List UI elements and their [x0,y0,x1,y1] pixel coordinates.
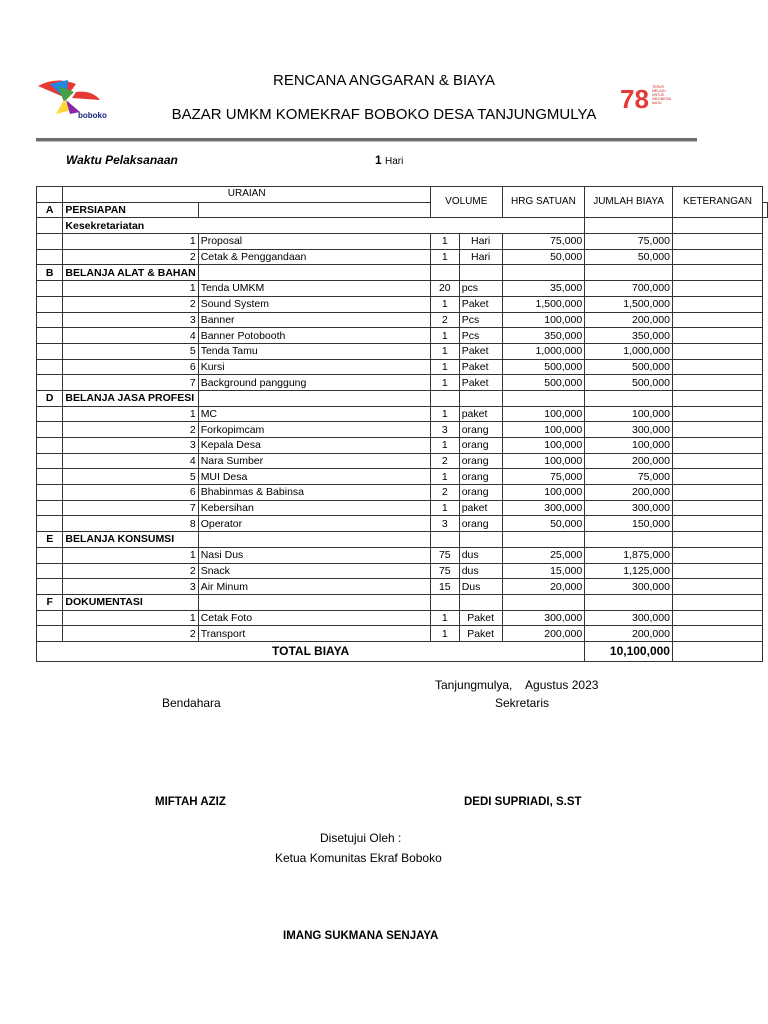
item-name: Background panggung [198,375,430,391]
empty-cell [198,532,430,548]
section-title: BELANJA ALAT & BAHAN [63,265,198,281]
item-name: Snack [198,563,430,579]
item-note [672,485,762,501]
empty-cell [430,390,459,406]
waktu-value: 1 [375,153,382,167]
item-note [672,249,762,265]
item-unit: dus [459,563,502,579]
item-note [672,563,762,579]
item-qty: 1 [430,610,459,626]
item-total: 500,000 [585,359,673,375]
empty-cell [430,532,459,548]
empty-cell [502,390,585,406]
header-jumlah: JUMLAH BIAYA [585,187,673,218]
empty-cell [198,202,430,218]
item-note [672,500,762,516]
item-number: 1 [63,547,198,563]
item-note [672,453,762,469]
empty-cell [37,563,63,579]
table-row [37,438,768,454]
item-name: Operator [198,516,430,532]
empty-cell [37,343,63,359]
empty-cell [37,469,63,485]
empty-cell [430,594,459,610]
table-header-row [37,187,768,203]
empty-cell [459,265,502,281]
item-note [672,343,762,359]
item-total: 300,000 [585,422,673,438]
item-qty: 75 [430,547,459,563]
empty-cell [37,422,63,438]
empty-cell [672,265,762,281]
item-qty: 1 [430,469,459,485]
subsection-title: Kesekretariatan [63,218,585,234]
item-total: 1,000,000 [585,343,673,359]
item-price: 300,000 [502,610,585,626]
item-number: 4 [63,453,198,469]
item-note [672,328,762,344]
item-price: 100,000 [502,485,585,501]
svg-text:MAJU: MAJU [652,101,662,105]
item-note [672,296,762,312]
table-row [37,626,768,642]
table-row [37,422,768,438]
item-unit: orang [459,422,502,438]
item-qty: 1 [430,249,459,265]
item-name: Kursi [198,359,430,375]
item-total: 100,000 [585,438,673,454]
item-unit: Paket [459,343,502,359]
empty-cell [37,516,63,532]
empty-cell [37,328,63,344]
item-price: 1,000,000 [502,343,585,359]
item-name: MUI Desa [198,469,430,485]
item-unit: pcs [459,281,502,297]
item-price: 50,000 [502,249,585,265]
table-row [37,375,768,391]
item-number: 6 [63,485,198,501]
empty-cell [672,218,762,234]
item-qty: 2 [430,312,459,328]
item-note [672,610,762,626]
table-row [37,234,768,250]
section-code: F [37,594,63,610]
item-number: 4 [63,328,198,344]
item-note [672,422,762,438]
item-price: 20,000 [502,579,585,595]
item-price: 50,000 [502,516,585,532]
item-unit: orang [459,438,502,454]
item-total: 350,000 [585,328,673,344]
item-total: 200,000 [585,312,673,328]
item-total: 200,000 [585,453,673,469]
item-name: Nasi Dus [198,547,430,563]
item-note [672,406,762,422]
table-row [37,328,768,344]
item-number: 8 [63,516,198,532]
item-note [672,579,762,595]
empty-cell [672,641,762,661]
item-name: Kebersihan [198,500,430,516]
empty-cell [37,579,63,595]
item-unit: orang [459,469,502,485]
empty-cell [37,547,63,563]
table-row [37,343,768,359]
item-note [672,516,762,532]
item-unit: Paket [459,296,502,312]
header-divider [36,138,697,142]
empty-cell [502,594,585,610]
item-qty: 3 [430,422,459,438]
empty-cell [37,500,63,516]
item-number: 1 [63,281,198,297]
empty-cell [585,594,673,610]
item-note [672,281,762,297]
item-unit: Paket [459,610,502,626]
item-price: 300,000 [502,500,585,516]
item-qty: 20 [430,281,459,297]
item-total: 75,000 [585,234,673,250]
item-unit: paket [459,406,502,422]
item-name: Kepala Desa [198,438,430,454]
item-total: 200,000 [585,485,673,501]
place-date: Tanjungmulya, Agustus 2023 [435,678,599,692]
empty-cell [198,390,430,406]
empty-cell [585,265,673,281]
subsection-row [37,218,768,234]
section-title: BELANJA KONSUMSI [63,532,198,548]
section-code: E [37,532,63,548]
item-price: 25,000 [502,547,585,563]
empty-cell [585,532,673,548]
empty-cell [37,281,63,297]
item-qty: 2 [430,453,459,469]
table-row [37,500,768,516]
item-name: Nara Sumber [198,453,430,469]
item-price: 100,000 [502,422,585,438]
item-number: 2 [63,563,198,579]
item-unit: dus [459,547,502,563]
document-subtitle: BAZAR UMKM KOMEKRAF BOBOKO DESA TANJUNGMULYA [171,106,597,123]
empty-cell [672,390,762,406]
item-unit: paket [459,500,502,516]
empty-cell [585,390,673,406]
empty-cell [198,594,430,610]
waktu-unit: Hari [385,156,404,167]
item-price: 100,000 [502,312,585,328]
header-harga: HRG SATUAN [502,187,585,218]
item-total: 75,000 [585,469,673,485]
total-value: 10,100,000 [585,641,673,661]
item-note [672,547,762,563]
empty-cell [37,626,63,642]
item-number: 7 [63,500,198,516]
item-unit: Pcs [459,312,502,328]
empty-cell [198,265,430,281]
item-number: 2 [63,422,198,438]
table-row [37,296,768,312]
svg-text:TERUS: TERUS [652,85,664,89]
item-name: Cetak & Penggandaan [198,249,430,265]
item-number: 2 [63,296,198,312]
table-row [37,547,768,563]
item-qty: 1 [430,500,459,516]
table-row [37,516,768,532]
item-number: 2 [63,626,198,642]
waktu-label: Waktu Pelaksanaan [66,153,178,167]
item-qty: 1 [430,406,459,422]
empty-cell [37,453,63,469]
item-number: 1 [63,406,198,422]
item-note [672,375,762,391]
item-number: 3 [63,312,198,328]
empty-cell [37,485,63,501]
table-row [37,312,768,328]
item-number: 7 [63,375,198,391]
right-role: Sekretaris [495,696,550,710]
item-total: 500,000 [585,375,673,391]
item-number: 3 [63,438,198,454]
item-total: 300,000 [585,500,673,516]
section-code: B [37,265,63,281]
section-title: PERSIAPAN [63,202,198,218]
item-total: 1,500,000 [585,296,673,312]
table-row [37,485,768,501]
empty-cell [37,359,63,375]
section-title: DOKUMENTASI [63,594,198,610]
item-number: 6 [63,359,198,375]
item-qty: 1 [430,343,459,359]
item-qty: 1 [430,626,459,642]
empty-cell [37,218,63,234]
item-note [672,234,762,250]
empty-cell [37,438,63,454]
empty-cell [37,296,63,312]
table-row [37,563,768,579]
item-total: 1,875,000 [585,547,673,563]
empty-cell [459,532,502,548]
item-unit: orang [459,485,502,501]
item-total: 300,000 [585,579,673,595]
item-price: 100,000 [502,453,585,469]
item-total: 700,000 [585,281,673,297]
table-row [37,453,768,469]
item-qty: 1 [430,296,459,312]
item-qty: 1 [430,328,459,344]
item-qty: 1 [430,375,459,391]
total-row [37,641,768,661]
item-price: 100,000 [502,438,585,454]
empty-cell [672,532,762,548]
item-name: Cetak Foto [198,610,430,626]
left-role: Bendahara [162,696,221,710]
document-title: RENCANA ANGGARAN & BIAYA [272,72,495,89]
empty-cell [37,610,63,626]
item-unit: Paket [459,626,502,642]
empty-cell [502,265,585,281]
item-unit: Hari [459,249,502,265]
item-note [672,469,762,485]
approved-label: Disetujui Oleh : [320,831,402,845]
item-price: 1,500,000 [502,296,585,312]
header-keterangan: KETERANGAN [672,187,762,218]
left-name: MIFTAH AZIZ [155,796,226,808]
empty-cell [672,594,762,610]
item-price: 350,000 [502,328,585,344]
item-total: 1,125,000 [585,563,673,579]
table-row [37,249,768,265]
item-qty: 2 [430,485,459,501]
right-name: DEDI SUPRIADI, S.ST [464,796,582,808]
item-number: 3 [63,579,198,595]
budget-table [36,186,768,662]
empty-cell [37,406,63,422]
section-row [37,390,768,406]
table-row [37,281,768,297]
item-name: Transport [198,626,430,642]
item-qty: 1 [430,234,459,250]
empty-cell [502,532,585,548]
item-unit: Pcs [459,328,502,344]
item-number: 5 [63,469,198,485]
item-name: Banner [198,312,430,328]
item-total: 300,000 [585,610,673,626]
item-name: Banner Potobooth [198,328,430,344]
section-row [37,594,768,610]
empty-cell [37,234,63,250]
item-qty: 75 [430,563,459,579]
item-name: Tenda Tamu [198,343,430,359]
item-total: 50,000 [585,249,673,265]
item-note [672,438,762,454]
table-row [37,610,768,626]
item-name: Proposal [198,234,430,250]
empty-cell [459,594,502,610]
svg-text:MELAJU: MELAJU [652,89,666,93]
empty-cell [37,312,63,328]
section-row [37,265,768,281]
item-number: 5 [63,343,198,359]
item-price: 200,000 [502,626,585,642]
header-uraian: URAIAN [63,187,431,203]
empty-cell [585,218,673,234]
total-label: TOTAL BIAYA [37,641,585,661]
item-name: Forkopimcam [198,422,430,438]
table-row [37,579,768,595]
item-unit: Dus [459,579,502,595]
item-price: 75,000 [502,234,585,250]
svg-text:INDONESIA: INDONESIA [652,97,672,101]
item-unit: Paket [459,359,502,375]
item-unit: Paket [459,375,502,391]
item-name: Bhabinmas & Babinsa [198,485,430,501]
section-title: BELANJA JASA PROFESI [63,390,198,406]
item-price: 75,000 [502,469,585,485]
item-number: 1 [63,234,198,250]
svg-text:78: 78 [620,84,649,114]
item-price: 500,000 [502,375,585,391]
item-total: 200,000 [585,626,673,642]
item-name: MC [198,406,430,422]
approver-name: IMANG SUKMANA SENJAYA [283,930,439,942]
empty-cell [763,202,768,218]
item-unit: Hari [459,234,502,250]
item-price: 15,000 [502,563,585,579]
item-note [672,359,762,375]
item-name: Air Minum [198,579,430,595]
item-qty: 15 [430,579,459,595]
empty-cell [37,249,63,265]
item-qty: 1 [430,359,459,375]
item-qty: 1 [430,438,459,454]
approver-role: Ketua Komunitas Ekraf Boboko [275,851,442,865]
item-unit: orang [459,516,502,532]
item-name: Sound System [198,296,430,312]
header-volume: VOLUME [430,187,502,218]
item-price: 35,000 [502,281,585,297]
svg-text:UNTUK: UNTUK [652,93,665,97]
empty-cell [459,390,502,406]
item-number: 2 [63,249,198,265]
item-note [672,312,762,328]
section-row [37,532,768,548]
item-total: 100,000 [585,406,673,422]
table-row [37,406,768,422]
item-total: 150,000 [585,516,673,532]
section-code: A [37,202,63,218]
svg-text:boboko: boboko [78,111,107,120]
item-number: 1 [63,610,198,626]
empty-cell [430,265,459,281]
section-code: D [37,390,63,406]
item-price: 100,000 [502,406,585,422]
empty-cell [37,375,63,391]
item-unit: orang [459,453,502,469]
table-row [37,359,768,375]
item-qty: 3 [430,516,459,532]
table-row [37,469,768,485]
item-note [672,626,762,642]
item-price: 500,000 [502,359,585,375]
item-name: Tenda UMKM [198,281,430,297]
